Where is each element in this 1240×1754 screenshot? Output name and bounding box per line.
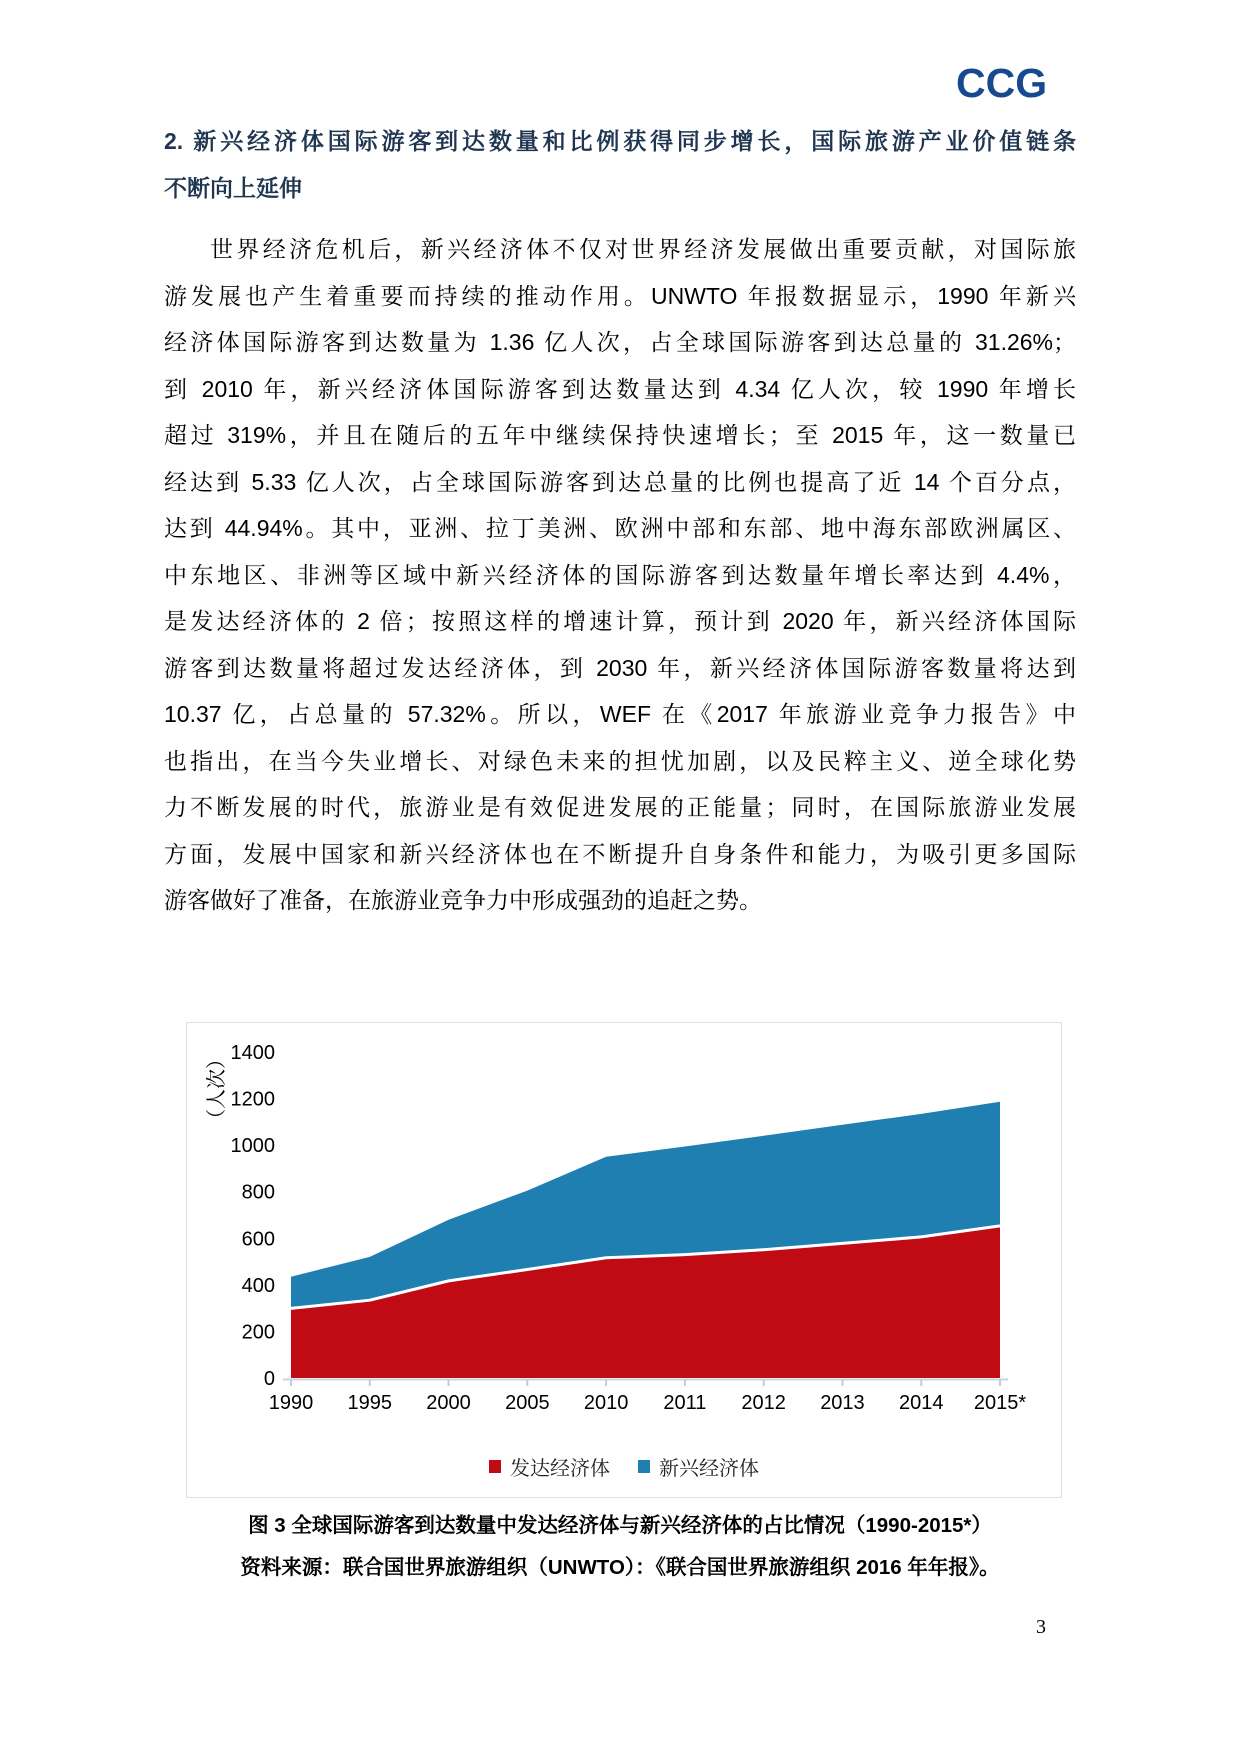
y-tick-label: 0	[263, 1368, 275, 1390]
figure-source: 资料来源：联合国世界旅游组织（UNWTO）：《联合国世界旅游组织 2016 年年报》。	[240, 1556, 1000, 1579]
x-tick-label: 2012	[741, 1392, 786, 1414]
paragraph-line: 游客做好了准备，在旅游业竞争力中形成强劲的追赶之势。	[164, 887, 762, 913]
x-tick-label: 1995	[347, 1392, 393, 1414]
paragraph-line: 是发达经济体的 2 倍；按照这样的增速计算，预计到 2020 年，新兴经济体国际	[164, 608, 1076, 634]
x-tick-label: 2000	[426, 1392, 471, 1414]
paragraph-line: 达到 44.94%。其中，亚洲、拉丁美洲、欧洲中部和东部、地中海东部欧洲属区、	[164, 515, 1076, 541]
x-tick-label: 2005	[505, 1392, 550, 1414]
paragraph-line: 到 2010 年，新兴经济体国际游客到达数量达到 4.34 亿人次，较 1990 年增长	[164, 375, 1076, 402]
paragraph-line: 世界经济危机后，新兴经济体不仅对世界经济发展做出重要贡献，对国际旅	[210, 236, 1076, 262]
ccg-logo: CCG	[956, 60, 1048, 106]
y-tick-label: 1400	[230, 1042, 275, 1064]
x-tick-label: 1990	[268, 1392, 314, 1414]
figure-caption: 图 3 全球国际游客到达数量中发达经济体与新兴经济体的占比情况（1990-2015*）	[248, 1514, 992, 1537]
x-tick-label: 2013	[820, 1392, 865, 1414]
paragraph-line: 也指出，在当今失业增长、对绿色未来的担忧加剧，以及民粹主义、逆全球化势	[164, 747, 1076, 774]
legend-item-emerging	[638, 1452, 759, 1481]
chart-container	[186, 1022, 1062, 1498]
y-tick-label: 600	[241, 1228, 275, 1251]
chart-legend	[187, 1452, 1061, 1481]
legend-label-emerging: 新兴经济体	[659, 1458, 759, 1480]
paragraph-line: 经济体国际游客到达数量为 1.36 亿人次，占全球国际游客到达总量的 31.26%；	[164, 329, 1076, 355]
paragraph-line: 方面，发展中国家和新兴经济体也在不断提升自身条件和能力，为吸引更多国际	[164, 840, 1076, 867]
body-paragraph	[164, 226, 1076, 924]
y-tick-label: 800	[241, 1181, 275, 1204]
paragraph-line: 力不断发展的时代，旅游业是有效促进发展的正能量；同时，在国际旅游业发展	[164, 794, 1076, 820]
legend-swatch-developed	[489, 1460, 501, 1473]
section-heading	[164, 118, 1076, 212]
paragraph-line: 中东地区、非洲等区域中新兴经济体的国际游客到达数量年增长率达到 4.4%，	[164, 561, 1076, 588]
y-axis-title: （人次）	[206, 1049, 228, 1129]
paragraph-line: 超过 319%，并且在随后的五年中继续保持快速增长；至 2015 年，这一数量已	[164, 422, 1076, 448]
x-tick-label: 2015*	[973, 1392, 1027, 1414]
section-heading-line-1: 2. 新兴经济体国际游客到达数量和比例获得同步增长，国际旅游产业价值链条	[164, 128, 1076, 154]
x-tick-label: 2010	[583, 1392, 629, 1414]
paragraph-line: 游发展也产生着重要而持续的推动作用。UNWTO 年报数据显示，1990 年新兴	[164, 282, 1076, 309]
legend-swatch-emerging	[638, 1460, 650, 1473]
section-heading-line-2: 不断向上延伸	[164, 175, 302, 201]
page-number: 3	[1036, 1616, 1046, 1638]
x-tick-label: 2014	[898, 1392, 944, 1414]
x-tick-label: 2011	[663, 1392, 707, 1414]
y-tick-label: 200	[241, 1321, 275, 1344]
stacked-area-chart	[187, 1023, 1061, 1497]
y-tick-label: 1200	[230, 1088, 275, 1111]
y-tick-label: 400	[241, 1274, 275, 1297]
paragraph-line: 游客到达数量将超过发达经济体，到 2030 年，新兴经济体国际游客数量将达到	[164, 654, 1076, 681]
legend-label-developed: 发达经济体	[510, 1458, 610, 1480]
y-tick-label: 1000	[230, 1135, 275, 1158]
legend-item-developed	[489, 1452, 610, 1481]
paragraph-line: 10.37 亿，占总量的 57.32%。所以，WEF 在《2017 年旅游业竞争力报告》中	[164, 701, 1076, 727]
paragraph-line: 经达到 5.33 亿人次，占全球国际游客到达总量的比例也提高了近 14 个百分点，	[164, 468, 1076, 495]
